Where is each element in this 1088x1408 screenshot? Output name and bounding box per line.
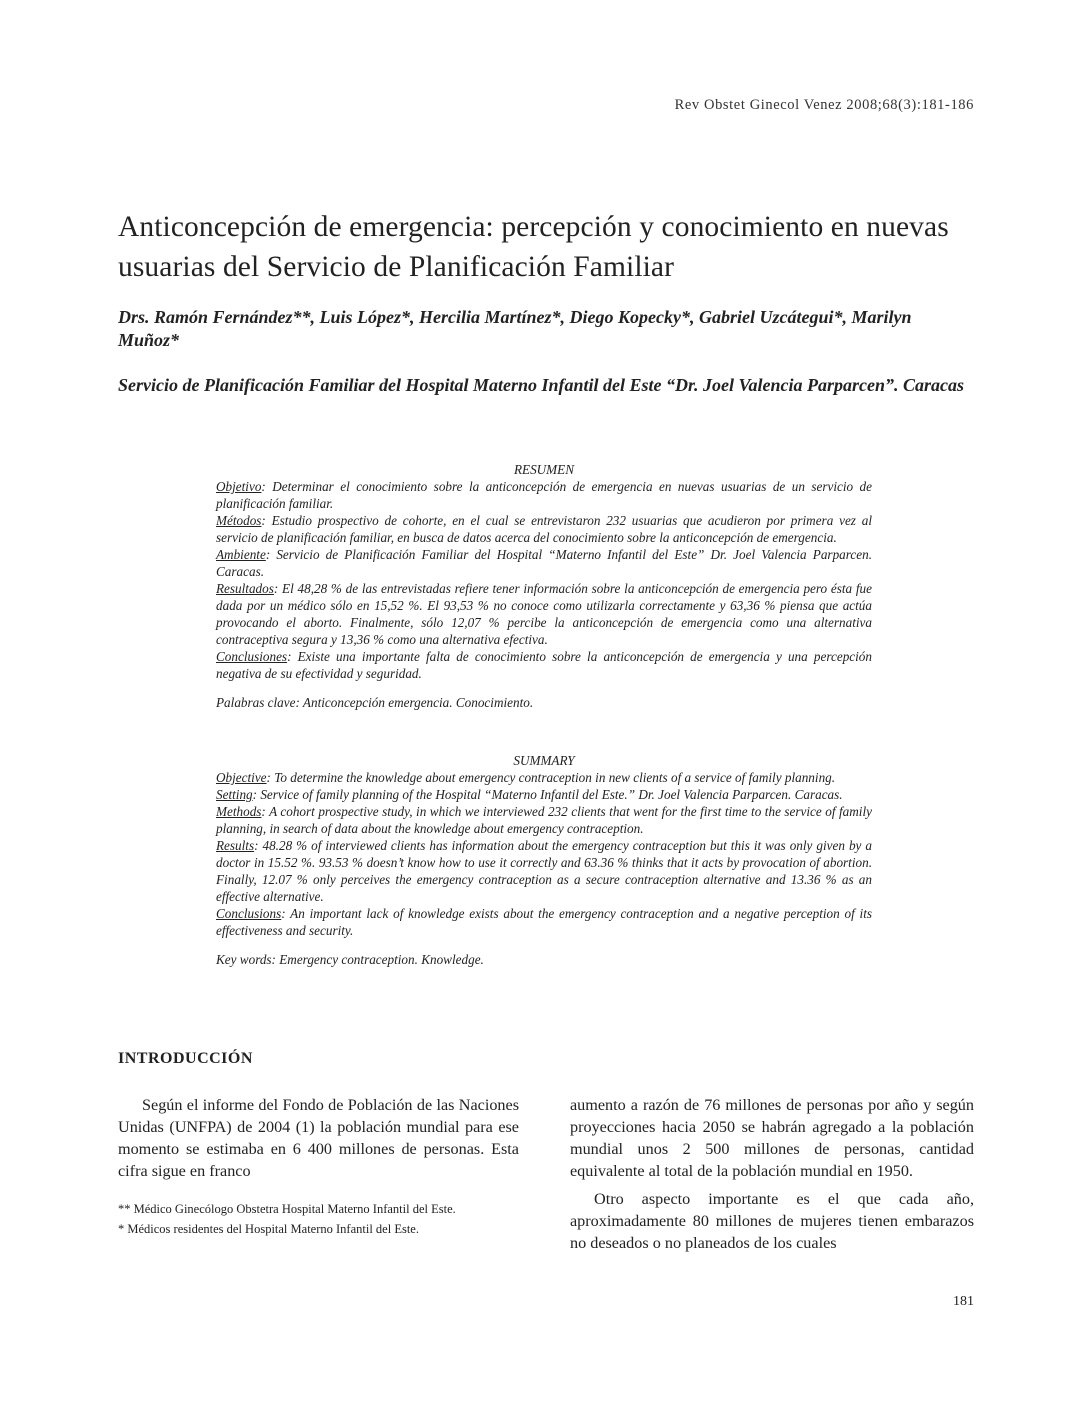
body-column-right	[570, 1094, 974, 1254]
footnotes	[118, 1201, 520, 1241]
objetivo-text: : Determinar el conocimiento sobre la anticoncepción de emergencia en nuevas usuarias de un servicio de planificación familiar.	[216, 479, 872, 511]
summary-setting	[216, 786, 872, 803]
metodos-label: Métodos	[216, 513, 262, 528]
article-authors: Drs. Ramón Fernández**, Luis López*, Hercilia Martínez*, Diego Kopecky*, Gabriel Uzcátegui*, Marilyn Muñoz*	[118, 307, 912, 350]
resumen-ambiente	[216, 546, 872, 580]
setting-label: Setting	[216, 787, 253, 802]
summary-objective	[216, 769, 872, 786]
methods-label: Methods	[216, 804, 262, 819]
conclusions-label: Conclusions	[216, 906, 282, 921]
journal-reference: Rev Obstet Ginecol Venez 2008;68(3):181-186	[674, 97, 974, 113]
article-title: Anticoncepción de emergencia: percepción y conocimiento en nuevas usuarias del Servicio de Planificación Familiar	[118, 211, 949, 283]
summary-section	[216, 752, 872, 968]
resumen-objetivo	[216, 478, 872, 512]
footnote: * Médicos residentes del Hospital Materno Infantil del Este.	[118, 1222, 419, 1236]
resumen-metodos	[216, 512, 872, 546]
body-paragraph: Según el informe del Fondo de Población de las Naciones Unidas (UNFPA) de 2004 (1) la población mundial para ese momento se estimaba en 6 400 millones de personas. Esta cifra sigue en franco	[118, 1096, 519, 1180]
body-column-left	[118, 1094, 519, 1182]
page-number: 181	[953, 1294, 974, 1309]
resumen-conclusiones	[216, 648, 872, 682]
summary-heading: SUMMARY	[513, 753, 575, 768]
summary-keywords: Key words: Emergency contraception. Knowledge.	[216, 952, 484, 967]
setting-text: : Service of family planning of the Hospital “Materno Infantil del Este.” Dr. Joel Valencia Parparcen. Caracas.	[252, 787, 843, 802]
resumen-resultados	[216, 580, 872, 648]
methods-text: : A cohort prospective study, in which we interviewed 232 clients that went for the first time to the service of family planning, in search of data about the knowledge about emergency contraception.	[216, 804, 872, 836]
objective-text: : To determine the knowledge about emergency contraception in new clients of a service of family planning.	[266, 770, 836, 785]
footnote: ** Médico Ginecólogo Obstetra Hospital Materno Infantil del Este.	[118, 1202, 456, 1216]
resumen-section	[216, 461, 872, 711]
article-affiliation: Servicio de Planificación Familiar del Hospital Materno Infantil del Este “Dr. Joel Valencia Parparcen”. Caracas	[118, 375, 965, 395]
results-label: Results	[216, 838, 255, 853]
resumen-heading: RESUMEN	[513, 462, 575, 477]
conclusiones-text: : Existe una importante falta de conocimiento sobre la anticoncepción de emergencia y una percepción negativa de su efectividad y seguridad.	[216, 649, 872, 681]
summary-conclusions	[216, 905, 872, 939]
resultados-label: Resultados	[216, 581, 274, 596]
conclusions-text: : An important lack of knowledge exists about the emergency contraception and a negative perception of its effectiveness and security.	[216, 906, 872, 938]
summary-methods	[216, 803, 872, 837]
objective-label: Objective	[216, 770, 267, 785]
ambiente-text: : Servicio de Planificación Familiar del Hospital “Materno Infantil del Este” Dr. Joel Valencia Parparcen. Caracas.	[216, 547, 872, 579]
objetivo-label: Objetivo	[216, 479, 262, 494]
resultados-text: : El 48,28 % de las entrevistadas refiere tener información sobre la anticoncepción de emergencia pero ésta fue dada por un médico sólo en 15,52 %. El 93,53 % no conoce como utilizarla correctamente y 63,36 % piensa que actúa provocando el aborto. Finalmente, sólo 12,07 % percibe la anticoncepción de emergencia como una alternativa contraceptiva segura y 13,36 % como una alternativa efectiva.	[216, 581, 872, 647]
introduction-heading: INTRODUCCIÓN	[118, 1050, 253, 1067]
metodos-text: : Estudio prospectivo de cohorte, en el cual se entrevistaron 232 usuarias que acudieron por primera vez al servicio de planificación familiar, en busca de datos acerca del conocimiento sobre la anticoncepción de emergencia.	[216, 513, 872, 545]
resumen-keywords: Palabras clave: Anticoncepción emergencia. Conocimiento.	[216, 695, 534, 710]
results-text: : 48.28 % of interviewed clients has information about the emergency contraception but this it was only given by a doctor in 15.52 %. 93.53 % doesn’t know how to use it correctly and 63.36 % thinks that it acts by provocation of abortion. Finally, 12.07 % only perceives the emergency contraception as a secure contraception alternative and 13.36 % as an effective alternative.	[216, 838, 872, 904]
conclusiones-label: Conclusiones	[216, 649, 288, 664]
body-paragraph: aumento a razón de 76 millones de personas por año y según proyecciones hacia 2050 se habrán agregado a la población mundial unos 2 500 millones de personas, cantidad equivalente al total de la población mundial en 1950.	[570, 1096, 974, 1180]
body-paragraph: Otro aspecto importante es el que cada año, aproximadamente 80 millones de mujeres tienen embarazos no deseados o no planeados de los cuales	[570, 1190, 974, 1252]
ambiente-label: Ambiente	[216, 547, 266, 562]
summary-results	[216, 837, 872, 905]
